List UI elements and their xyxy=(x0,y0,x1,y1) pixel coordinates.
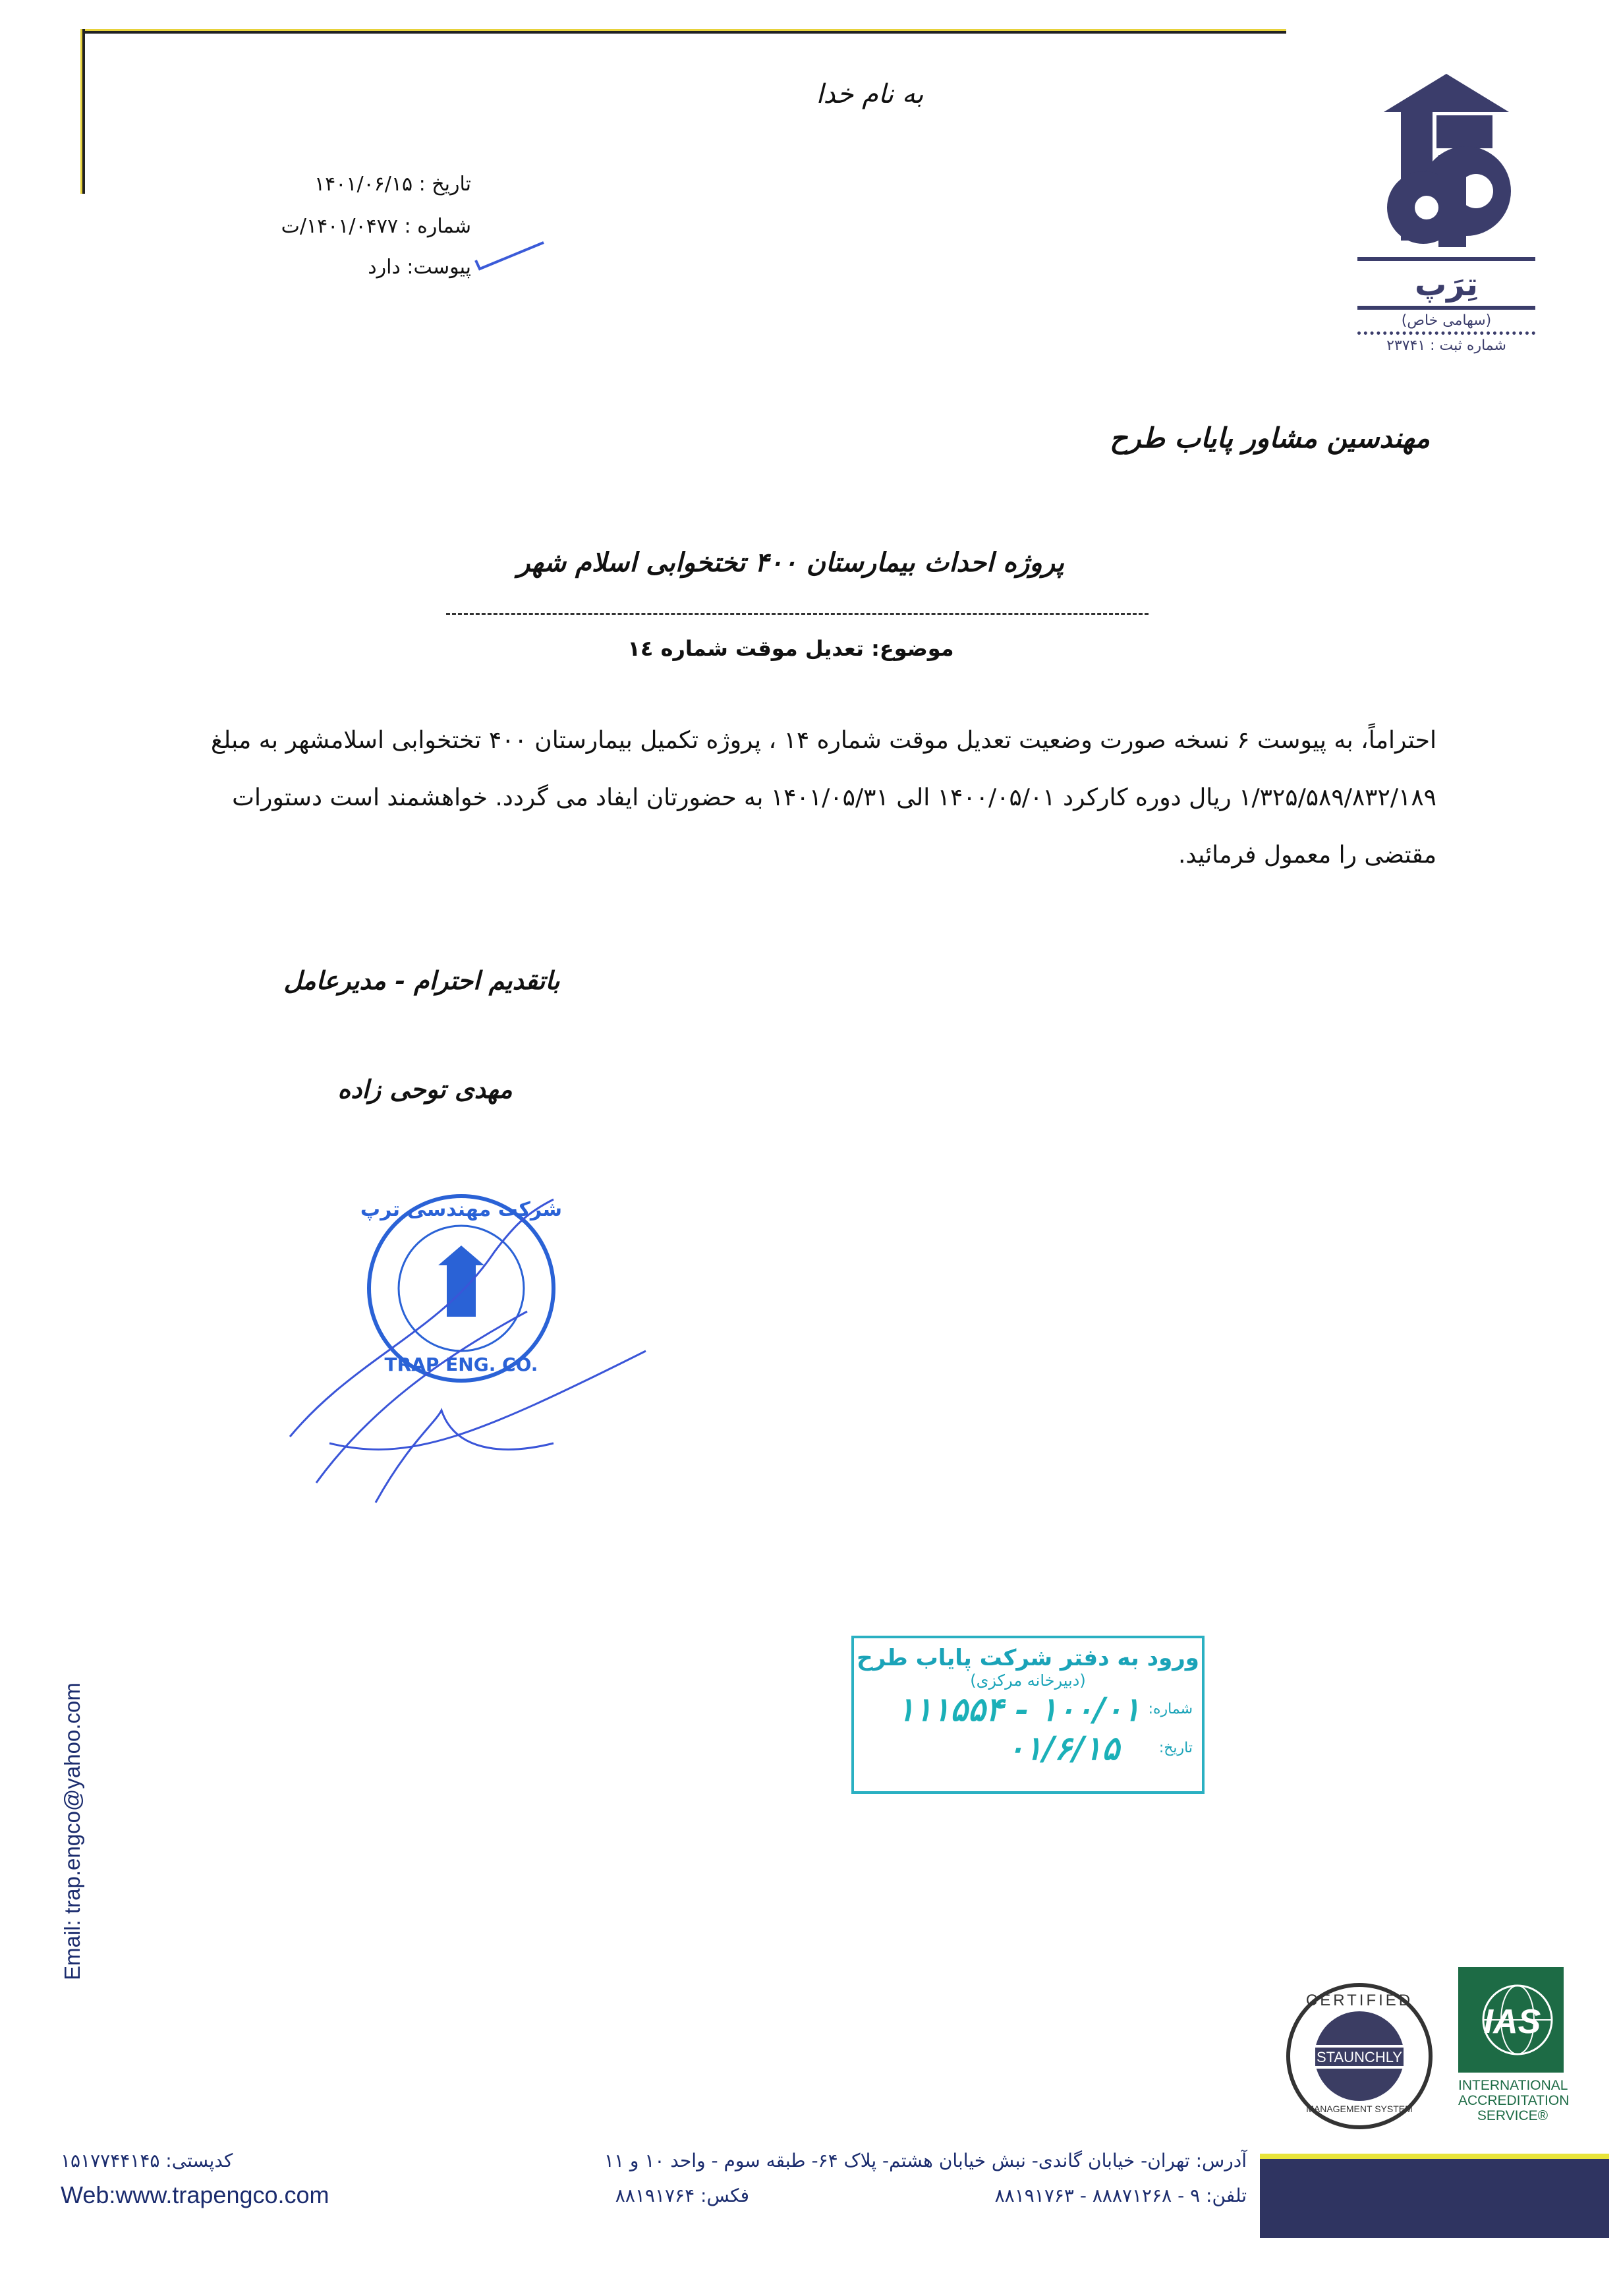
attachment-label: پیوست: xyxy=(407,256,471,279)
stamp-number-value: ۱۰۰/۰۱ - ۱۱۱۵۵۴ xyxy=(897,1690,1141,1729)
stamp-number-label: شماره: xyxy=(1148,1701,1193,1717)
footer-fax: فکس: ۸۸۱۹۱۷۶۴ xyxy=(615,2185,749,2206)
ias-line-2: ACCREDITATION xyxy=(1458,2093,1570,2108)
attachment-line xyxy=(368,256,471,279)
number-line xyxy=(281,215,471,238)
number-label: شماره : xyxy=(404,215,471,238)
footer-postal-code: کدپستی: ۱۵۱۷۷۴۴۱۴۵ xyxy=(61,2150,233,2171)
company-seal-and-signature xyxy=(277,1160,672,1529)
attachment-value: دارد xyxy=(368,256,401,279)
seal-latin-text: TRAP ENG. CO. xyxy=(384,1354,538,1375)
trap-logo-icon xyxy=(1351,66,1542,264)
cert-bottom-text: MANAGEMENT SYSTEM xyxy=(1306,2104,1413,2114)
number-value: ۱۴۰۱/۰۴۷۷/ت xyxy=(281,215,398,238)
date-value: ۱۴۰۱/۰۶/۱۵ xyxy=(314,173,413,196)
recipient: مهندسین مشاور پایاب طرح xyxy=(1110,422,1430,454)
receipt-stamp xyxy=(851,1636,1205,1794)
date-line xyxy=(314,173,471,196)
footer-website-link[interactable]: Web:www.trapengco.com xyxy=(61,2181,329,2208)
stamp-subtitle: (دبیرخانه مرکزی) xyxy=(970,1671,1086,1690)
invocation: به نام خدا xyxy=(816,79,924,109)
body-line: ۱/۳۲۵/۵۸۹/۸۳۲/۱۸۹ ریال دوره کارکرد ۱۴۰۰/۰۵/۰۱ الی ۱۴۰۱/۰۵/۳۱ به حضورتان ایفاد می گردد. خواهشمند است دستورات xyxy=(232,784,1436,811)
registration-number: شماره ثبت : ۲۳۷۴۱ xyxy=(1386,337,1506,354)
ias-line-1: INTERNATIONAL xyxy=(1458,2078,1568,2093)
company-logo xyxy=(1351,66,1542,354)
ias-line-3: SERVICE® xyxy=(1477,2108,1548,2123)
company-type: (سهامی خاص) xyxy=(1401,312,1492,329)
subject: موضوع: تعدیل موقت شماره ۱٤ xyxy=(627,636,954,661)
stamp-title: ورود به دفتر شرکت پایاب طرح xyxy=(857,1645,1199,1671)
globe-icon xyxy=(1458,1967,1564,2073)
email-link[interactable]: Email: trap.engco@yahoo.com xyxy=(60,1682,84,1980)
stamp-date-label: تاریخ: xyxy=(1158,1740,1193,1756)
letterhead-top-rule xyxy=(80,29,1286,34)
seal-text: شرکت مهندسی ترپ xyxy=(360,1198,563,1221)
project-title: پروژه احداث بیمارستان ۴۰۰ تختخوابی اسلام شهر xyxy=(517,547,1064,578)
cert-middle-text: STAUNCHLY xyxy=(1317,2049,1402,2065)
ias-logo-text: IAS xyxy=(1483,2003,1541,2041)
checkmark-icon xyxy=(474,237,547,277)
body-line: احتراماً، به پیوست ۶ نسخه صورت وضعیت تعدیل موقت شماره ۱۴ ، پروژه تکمیل بیمارستان ۴۰۰ تختخوابی اسلامشهر به مبلغ xyxy=(211,727,1436,754)
cert-top-text: CERTIFIED xyxy=(1305,1992,1413,2009)
letterhead-left-rule xyxy=(80,29,85,194)
certified-management-system-logo xyxy=(1284,1980,1435,2132)
footer-address: آدرس: تهران- خیابان گاندی- نبش خیابان هشتم- پلاک ۶۴- طبقه سوم - واحد ۱۰ و ۱۱ xyxy=(604,2150,1247,2171)
footer-phone: تلفن: ۹ - ۸۸۸۷۱۲۶۸ - ۸۸۱۹۱۷۶۳ xyxy=(994,2185,1247,2206)
signer-name: مهدی توحی زاده xyxy=(337,1074,513,1104)
date-label: تاریخ : xyxy=(418,173,471,196)
ias-accreditation-logo xyxy=(1458,1967,1570,2123)
stamp-date-value: ۰۱/۶/۱۵ xyxy=(1007,1729,1120,1767)
body-line: مقتضی را معمول فرمائید. xyxy=(1178,842,1436,869)
letter-body xyxy=(161,712,1436,884)
title-divider xyxy=(446,613,1149,615)
closing: باتقدیم احترام - مدیرعامل xyxy=(283,965,560,995)
footer-color-block xyxy=(1260,2154,1609,2238)
company-name: تِرَپ xyxy=(1414,266,1479,303)
